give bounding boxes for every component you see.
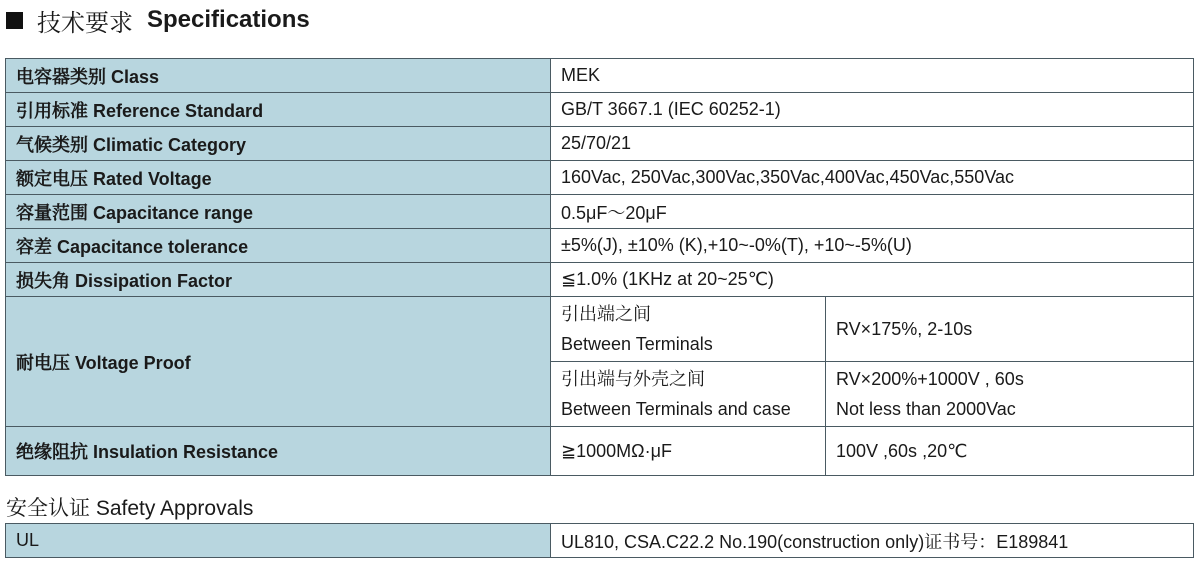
title-chinese: 技术要求 <box>37 9 133 37</box>
spec-label: 容量范围 Capacitance range <box>6 195 551 229</box>
spec-value: GB/T 3667.1 (IEC 60252-1) <box>551 93 1194 127</box>
spec-label: 绝缘阻抗 Insulation Resistance <box>6 427 551 476</box>
spec-label: 气候类别 Climatic Category <box>6 127 551 161</box>
voltage-proof-condition <box>551 297 826 362</box>
condition-en: Between Terminals and case <box>561 399 791 419</box>
safety-approvals-table <box>5 523 1194 558</box>
voltage-proof-value-line-1: RV×200%+1000V , 60s <box>836 369 1024 389</box>
voltage-proof-label: 耐电压 Voltage Proof <box>6 297 551 427</box>
specifications-table <box>5 58 1194 476</box>
spec-value: 25/70/21 <box>551 127 1194 161</box>
voltage-proof-value <box>826 362 1194 427</box>
spec-value: 160Vac, 250Vac,300Vac,350Vac,400Vac,450Vac,550Vac <box>551 161 1194 195</box>
square-bullet-icon <box>6 12 23 29</box>
spec-row-reference-standard <box>6 93 1194 127</box>
safety-label: UL <box>6 524 551 558</box>
condition-en: Between Terminals <box>561 334 713 354</box>
title-english: Specifications <box>147 6 310 33</box>
spec-label: 额定电压 Rated Voltage <box>6 161 551 195</box>
spec-row-capacitance-tolerance <box>6 229 1194 263</box>
spec-value: 0.5μF～20μF <box>551 195 1194 229</box>
safety-approvals-heading: 安全认证 Safety Approvals <box>6 497 254 520</box>
spec-label: 电容器类别 Class <box>6 59 551 93</box>
spec-row-insulation-resistance <box>6 427 1194 476</box>
spec-row-capacitance-range <box>6 195 1194 229</box>
voltage-proof-value-line-2: Not less than 2000Vac <box>836 399 1016 419</box>
section-title <box>6 4 310 36</box>
spec-value: ±5%(J), ±10% (K),+10~-0%(T), +10~-5%(U) <box>551 229 1194 263</box>
spec-row-class <box>6 59 1194 93</box>
spec-value: MEK <box>551 59 1194 93</box>
spec-label: 容差 Capacitance tolerance <box>6 229 551 263</box>
spec-label: 引用标准 Reference Standard <box>6 93 551 127</box>
condition-zh: 引出端与外壳之间 <box>561 369 705 389</box>
spec-row-rated-voltage <box>6 161 1194 195</box>
safety-value: UL810, CSA.C22.2 No.190(construction only)证书号：E189841 <box>551 524 1194 558</box>
spec-condition: 100V ,60s ,20℃ <box>826 427 1194 476</box>
spec-row-climatic-category <box>6 127 1194 161</box>
condition-zh: 引出端之间 <box>561 304 651 324</box>
voltage-proof-condition <box>551 362 826 427</box>
spec-value: ≧1000MΩ·μF <box>551 427 826 476</box>
spec-value: ≦1.0% (1KHz at 20~25℃) <box>551 263 1194 297</box>
voltage-proof-value: RV×175%, 2-10s <box>826 297 1194 362</box>
safety-row-ul <box>6 524 1194 558</box>
voltage-proof-row-terminals <box>6 297 1194 362</box>
spec-label: 损失角 Dissipation Factor <box>6 263 551 297</box>
spec-row-dissipation-factor <box>6 263 1194 297</box>
